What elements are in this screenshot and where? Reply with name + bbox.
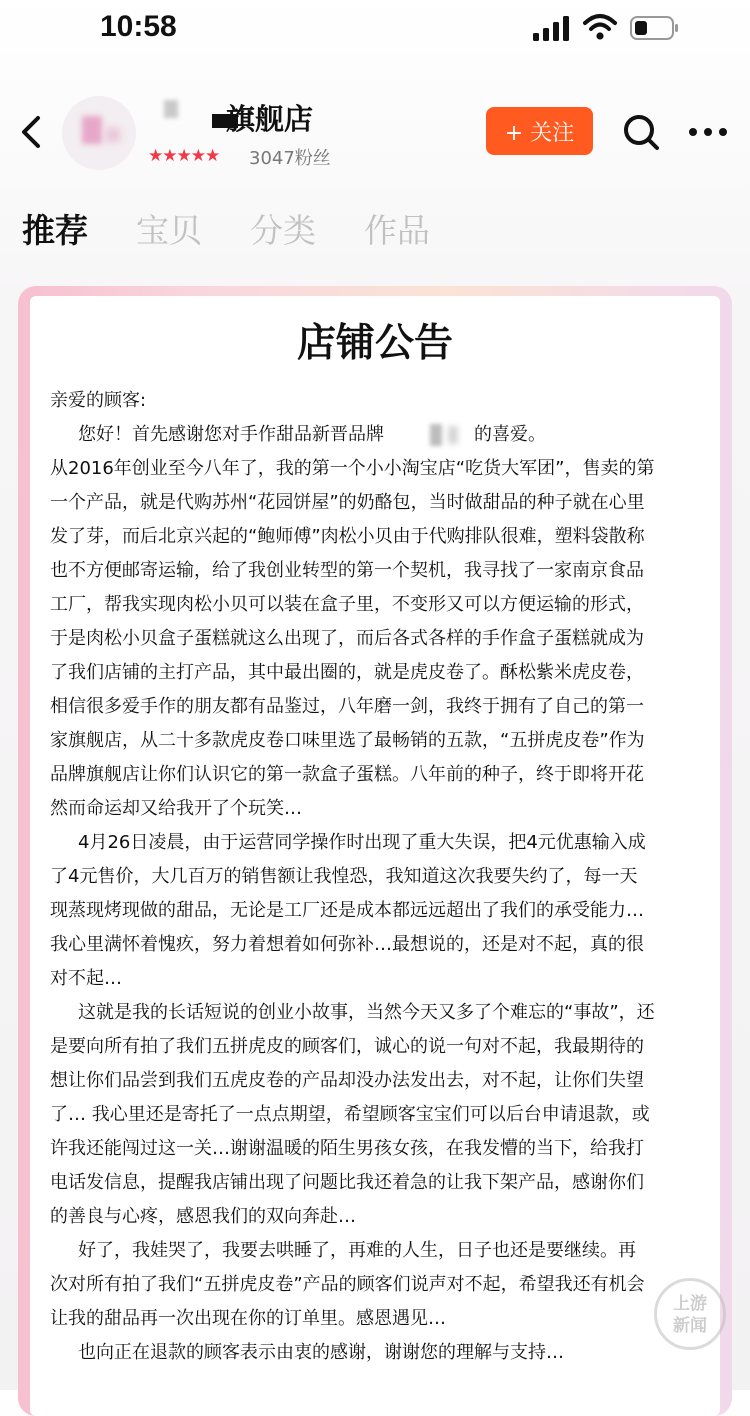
- wifi-icon: [583, 13, 617, 41]
- notice-line: 然而命运却又给我开了个玩笑…: [50, 798, 302, 819]
- follow-button[interactable]: + 关注: [486, 107, 593, 155]
- fans-count: 3047粉丝: [249, 148, 331, 169]
- notice-line: 工厂，帮我实现肉松小贝可以装在盒子里，不变形又可以方便运输的形式，: [50, 594, 644, 615]
- store-avatar[interactable]: [62, 96, 136, 170]
- back-arrow-icon[interactable]: [16, 112, 46, 152]
- cellular-signal-icon: [533, 15, 573, 41]
- notice-line: 次对所有拍了我们“五拼虎皮卷”产品的顾客们说声对不起，希望我还有机会: [50, 1274, 645, 1295]
- notice-line: 也向正在退款的顾客表示由衷的感谢，谢谢您的理解与支持…: [78, 1342, 564, 1363]
- notice-line: 也不方便邮寄运输，给了我创业转型的第一个契机，我寻找了一家南京食品: [50, 560, 644, 581]
- notice-line: 现蒸现烤现做的甜品，无论是工厂还是成本都远远超出了我们的承受能力…: [50, 900, 644, 921]
- store-tabs: [0, 205, 750, 260]
- tab-works[interactable]: 作品: [364, 211, 430, 250]
- watermark-logo: 上游 新闻: [654, 1278, 726, 1350]
- notice-line: 了4元售价，大几百万的销售额让我惶恐，我知道这次我要失约了，每一天: [50, 866, 638, 887]
- store-name-redacted: [160, 100, 196, 126]
- notice-line: 好了，我娃哭了，我要去哄睡了，再难的人生，日子也还是要继续。再: [78, 1240, 636, 1261]
- notice-title: 店铺公告: [296, 321, 453, 366]
- brand-name-redacted: [422, 420, 462, 450]
- tab-categories[interactable]: 分类: [250, 211, 316, 250]
- notice-line: 您好！首先感谢您对手作甜品新晋品牌: [78, 424, 384, 445]
- rating-stars: ★★★★★: [148, 146, 220, 166]
- store-notice: [30, 296, 720, 1416]
- tab-recommend[interactable]: 推荐: [22, 211, 88, 250]
- notice-line: 对不起…: [50, 968, 122, 989]
- notice-line: 一个产品，就是代购苏州“花园饼屋”的奶酪包，当时做甜品的种子就在心里: [50, 492, 645, 513]
- search-icon[interactable]: [621, 112, 661, 152]
- notice-line: 从2016年创业至今八年了，我的第一个小小淘宝店“吃货大军团”，售卖的第: [50, 458, 655, 479]
- notice-line: 4月26日凌晨，由于运营同学操作时出现了重大失误，把4元优惠输入成: [78, 832, 646, 853]
- notice-line: 电话发信息，提醒我店铺出现了问题比我还着急的让我下架产品，感谢你们: [50, 1172, 644, 1193]
- store-name: 旗舰店: [226, 102, 314, 136]
- status-bar: [0, 0, 750, 60]
- notice-line: 家旗舰店，从二十多款虎皮卷口味里选了最畅销的五款，“五拼虎皮卷”作为: [50, 730, 645, 751]
- tab-items[interactable]: 宝贝: [136, 211, 202, 250]
- notice-line: 了… 我心里还是寄托了一点点期望，希望顾客宝宝们可以后台申请退款，或: [50, 1104, 650, 1125]
- notice-line: 是要向所有拍了我们五拼虎皮的顾客们，诚心的说一句对不起，我最期待的: [50, 1036, 644, 1057]
- notice-line: 品牌旗舰店让你们认识它的第一款盒子蛋糕。八年前的种子，终于即将开花: [50, 764, 644, 785]
- status-time: 10:58: [100, 10, 177, 43]
- notice-line: 的喜爱。: [474, 424, 546, 445]
- notice-line: 我心里满怀着愧疚，努力着想着如何弥补…最想说的，还是对不起，真的很: [50, 934, 644, 955]
- notice-line: 这就是我的长话短说的创业小故事，当然今天又多了个难忘的“事故”，还: [78, 1002, 655, 1023]
- notice-line: 让我的甜品再一次出现在你的订单里。感恩遇见…: [50, 1308, 446, 1329]
- notice-line: 于是肉松小贝盒子蛋糕就这么出现了，而后各式各样的手作盒子蛋糕就成为: [50, 628, 644, 649]
- battery-icon: [630, 16, 680, 40]
- notice-line: 发了芽，而后北京兴起的“鲍师傅”肉松小贝由于代购排队很难，塑料袋散称: [50, 526, 645, 547]
- more-icon[interactable]: [687, 117, 729, 147]
- notice-line: 想让你们品尝到我们五虎皮卷的产品却没办法发出去，对不起，让你们失望: [50, 1070, 644, 1091]
- notice-line: 许我还能闯过这一关…谢谢温暖的陌生男孩女孩，在我发懵的当下，给我打: [50, 1138, 644, 1159]
- notice-line: 了我们店铺的主打产品，其中最出圈的，就是虎皮卷了。酥松紫米虎皮卷，: [50, 662, 644, 683]
- notice-line: 相信很多爱手作的朋友都有品鉴过，八年磨一剑，我终于拥有了自己的第一: [50, 696, 644, 717]
- notice-line: 亲爱的顾客:: [50, 390, 147, 411]
- notice-line: 的善良与心疼，感恩我们的双向奔赴…: [50, 1206, 356, 1227]
